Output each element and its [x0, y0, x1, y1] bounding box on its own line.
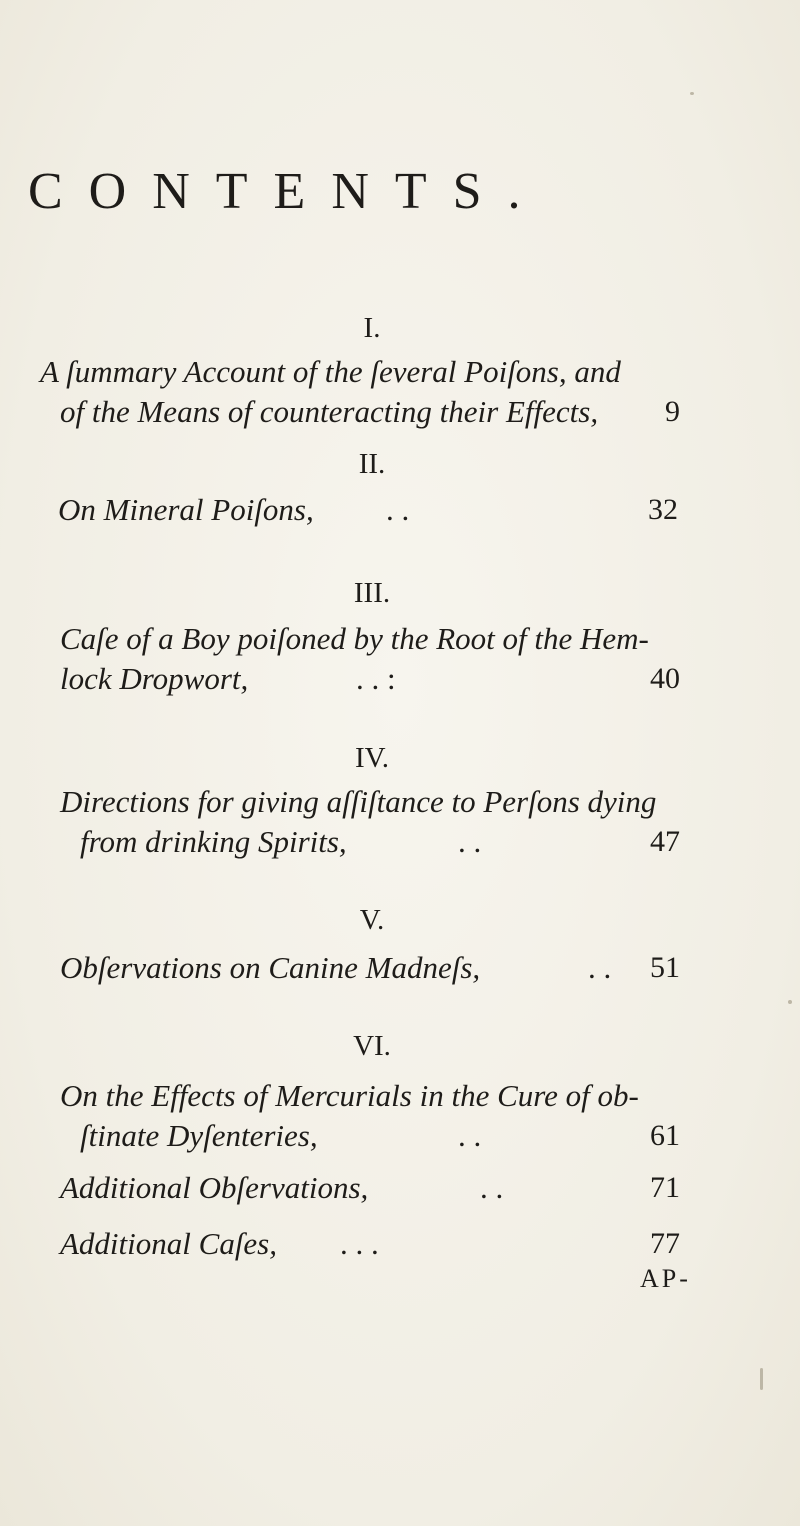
- section-title-line: [60, 782, 680, 822]
- section-title-text: of the Means of counteracting their Effects,: [60, 394, 599, 429]
- extra-entry-label: Additional Caſes,: [60, 1226, 277, 1261]
- page-number: 32: [648, 493, 678, 526]
- section-numeral: VI.: [353, 1030, 391, 1062]
- page-number: 51: [650, 951, 680, 984]
- section-title-text: Directions for giving aſſiſtance to Perſons dying: [60, 784, 657, 819]
- leader-dots: . .: [588, 950, 612, 985]
- page-number: 71: [650, 1171, 680, 1204]
- page-number: 77: [650, 1227, 680, 1260]
- extra-entry: [60, 1224, 680, 1264]
- extra-entry: [60, 1168, 680, 1208]
- page-number: 40: [650, 662, 680, 695]
- catchword: AP-: [640, 1264, 691, 1293]
- section-numeral: III.: [353, 577, 391, 609]
- leader-dots: . .: [386, 492, 410, 527]
- leader-dots: . .: [458, 1118, 482, 1153]
- section-numeral: II.: [358, 448, 386, 480]
- section-title-text: On Mineral Poiſons,: [58, 492, 314, 527]
- contents-heading: CONTENTS.: [28, 163, 547, 220]
- section-title-line: [60, 392, 680, 432]
- section-title-text: from drinking Spirits,: [80, 824, 347, 859]
- leader-dots: . . .: [340, 1226, 379, 1261]
- section-title-text: ſtinate Dyſenteries,: [80, 1118, 318, 1153]
- section-title-line: [60, 1076, 680, 1116]
- leader-dots: . .: [480, 1170, 504, 1205]
- section-title-line: [58, 490, 678, 530]
- leader-dots: . .: [458, 824, 482, 859]
- section-title-text: Caſe of a Boy poiſoned by the Root of the Hem-: [60, 621, 649, 656]
- section-title-text: On the Effects of Mercurials in the Cure of ob-: [60, 1078, 639, 1113]
- section-title-line: [80, 1116, 680, 1156]
- section-title-line: [80, 822, 680, 862]
- page-number: 61: [650, 1119, 680, 1152]
- paper-speck: [788, 1000, 792, 1004]
- page-number: 9: [665, 395, 680, 428]
- extra-entry-label: Additional Obſervations,: [60, 1170, 369, 1205]
- section-numeral: V.: [359, 904, 385, 936]
- leader-dots: . . :: [356, 661, 396, 696]
- section-numeral: IV.: [354, 742, 390, 774]
- section-title-text: Obſervations on Canine Madneſs,: [60, 950, 481, 985]
- section-title-line: [60, 948, 680, 988]
- section-numeral: I.: [363, 312, 381, 344]
- section-title-text: A ſummary Account of the ſeveral Poiſons, and: [40, 354, 621, 389]
- section-title-line: [40, 352, 680, 392]
- section-title-line: [60, 619, 680, 659]
- section-title-line: [60, 659, 680, 699]
- section-title-text: lock Dropwort,: [60, 661, 249, 696]
- page-number: 47: [650, 825, 680, 858]
- paper-speck: [690, 92, 694, 95]
- paper-speck: [760, 1368, 763, 1390]
